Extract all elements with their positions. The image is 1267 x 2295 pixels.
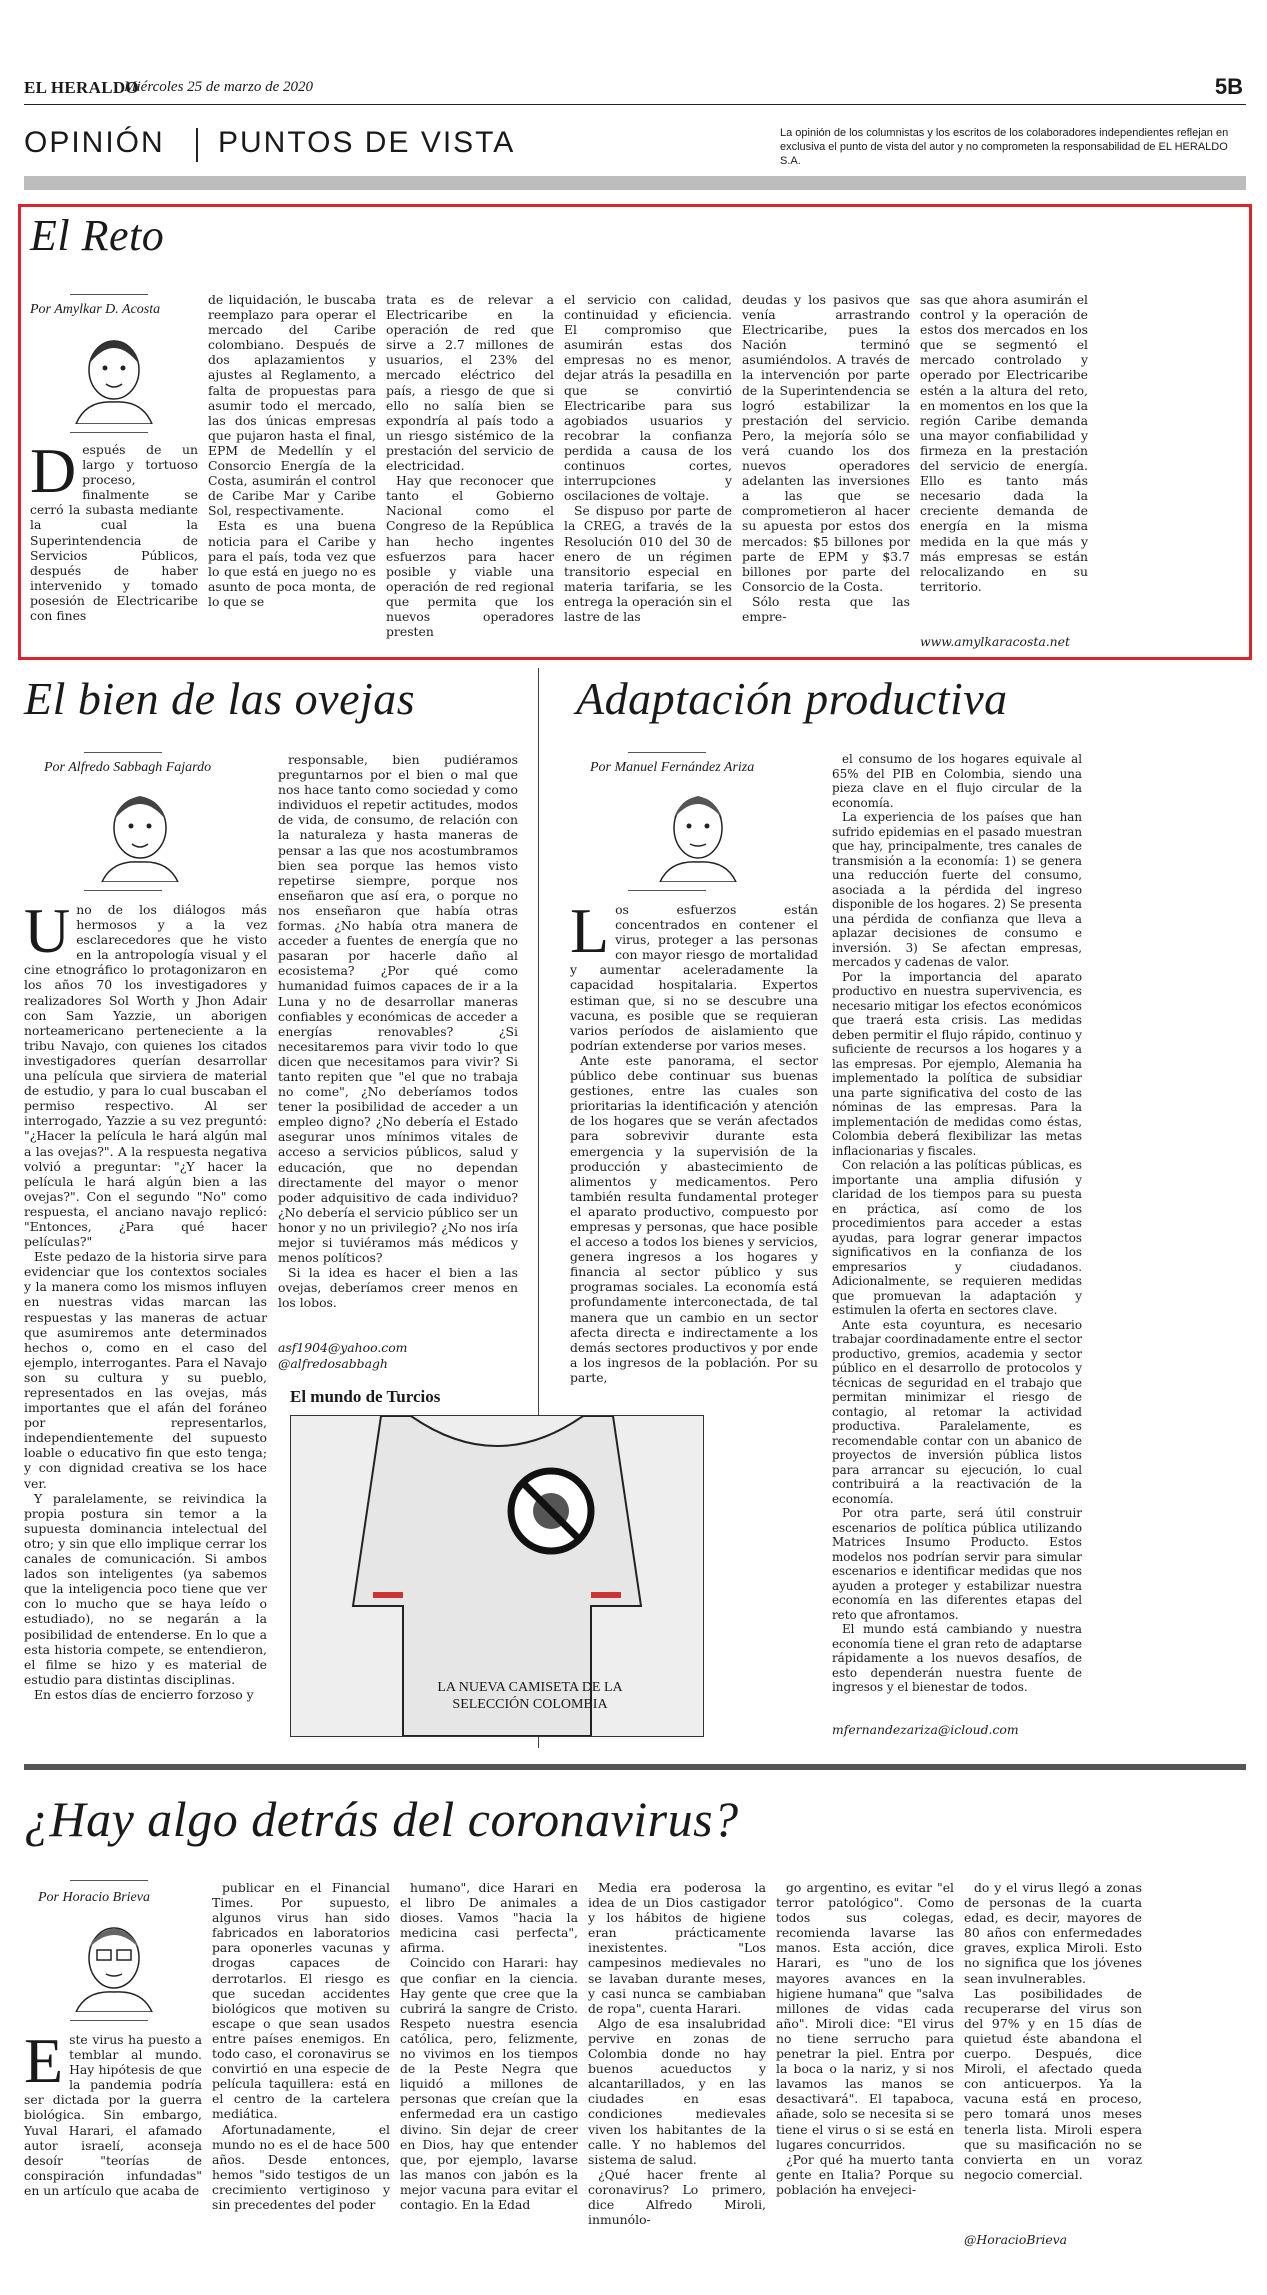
paragraph: ¿Por qué ha muerto tanta gente en Italia? Porque su población ha envejeci- [776,2151,954,2197]
byline-rule [84,890,162,891]
page-number: 5B [1214,74,1243,99]
paragraph: trata es de relevar a Electricaribe en la operación de red que sirve a 2.7 millones de usuarios, el 23% del mercado eléctrico del país, a riesgo de que si ello no salía bien se expondría al país todo a un riesgo sistémico de la prestación del servicio de electricidad. [386,292,554,474]
corona-headline: ¿Hay algo detrás del coronavirus? [24,1791,739,1847]
adaptacion-byline: Por Manuel Fernández Ariza [590,760,755,775]
paragraph: go argentino, es evitar "el terror patológico". Como todos sus colegas, recomienda lavarse las manos. Esta acción, dice Harari, es "uno de los mayores avances en la higiene humana" que "salva millones de vidas cada año". Miroli dice: "El virus no tiene serrucho para penetrar la piel. Entra por la boca o la nariz, y si nos lavamos las manos se desactivará". El tapaboca, añade, solo se necesita si se tiene el virus o si se está en lugares concurridos. [776,1880,954,2152]
corona-col-1: Este virus ha puesto a temblar al mundo. Hay hipótesis de que la pandemia podría ser dictada por la guerra biológica. Sin embargo, Yuval Harari, el afamado autor israelí, aconseja desoír "teorías de conspiración infundadas" en un artículo que acaba de [24,2025,202,2198]
paper-date: Miércoles 25 de marzo de 2020 [124,79,313,95]
ovejas-email: asf1904@yahoo.com [278,1340,408,1355]
paragraph: Uno de los diálogos más hermosos y a la vez esclarecedores que he visto en la antropología visual y el cine etnográfico lo protagonizaron en los años 70 los investigadores y realizadores Sol Worth y Jhon Adair con Sam Yazzie, un aborigen norteamericano perteneciente a la tribu Navajo, con quienes los citados investigadores querían desarrollar una película que sirviera de material de estudio, y para lo cual buscaban el permiso respectivo. Al ser interrogado, Yazzie a su vez preguntó: "¿Hacer la película le hará algún mal a las ovejas?". A la respuesta negativa volvió a preguntar: "¿Y hacer la película le hará algún bien a las ovejas?". Con el segundo "No" como respuesta, el anciano navajo replicó: "Entonces, ¿Para qué hacer películas?" [24,895,267,1250]
paragraph: Hay que reconocer que tanto el Gobierno Nacional como el Congreso de la República han hecho ingentes esfuerzos para hacer posible y viable una operación de red regional que permita que los nuevos operadores presten [386,473,554,640]
ovejas-byline: Por Alfredo Sabbagh Fajardo [44,760,212,775]
el-reto-col-2 [208,292,376,609]
corona-byline: Por Horacio Brieva [38,1890,150,1905]
byline-rule [70,294,148,295]
el-reto-col-5 [742,292,910,624]
byline-rule [70,1880,148,1881]
adaptacion-col-2 [832,752,1082,1695]
paragraph: En estos días de encierro forzoso y [34,1686,254,1702]
grey-band [24,176,1246,190]
paragraph: Las posibilidades de recuperarse del virus son del 97% y en 15 días de quietud éste abandona el cuerpo. Después, dice Miroli, el afectado queda con anticuerpos. Ya la vacuna está en proceso, pero tomará unos meses tenerla lista. Miroli espera que su masificación no se convierta en un voraz negocio comercial. [964,1985,1142,2182]
el-reto-byline: Por Amylkar D. Acosta [30,302,161,317]
adaptacion-headline: Adaptación productiva [576,673,1008,724]
cartoon-caption: LA NUEVA CAMISETA DE LA SELECCIÓN COLOMBIA [437,1680,623,1712]
byline-rule [628,890,706,891]
paragraph: Los esfuerzos están concentrados en contener el virus, proteger a las personas con mayor riesgo de mortalidad y aumentar aceleradamente la capacidad hospitalaria. Expertos estiman que, si no se descubre una vacuna, es posible que se requieran varios períodos de aislamiento que podrían extenderse por varios meses. [570,895,818,1053]
el-reto-col-3 [386,292,554,639]
paragraph: El mundo está cambiando y nuestra economía tiene el gran reto de adaptarse rápidamente a los nuevos desafíos, de esto dependerán nuestra fuente de ingresos y el bienestar de todos. [832,1622,1082,1694]
cartoon-title: El mundo de Turcios [290,1387,441,1406]
paragraph: Con relación a las políticas públicas, es importante una amplia difusión y claridad de los tiempos para su puesta en práctica, así como de los procedimientos para acceder a estas ayudas, para lograr generar impactos significativos en la confianza de los empresarios y ciudadanos. Adicionalmente, se requieren medidas que promuevan la adaptación y estimulen la oferta en sectores clave. [832,1158,1082,1317]
corona-signature: @HoracioBrieva [964,2232,1068,2247]
author-portrait-icon [66,324,162,424]
section-divider [24,1764,1246,1770]
byline-rule [84,752,162,753]
author-portrait-icon [650,782,746,882]
author-portrait-icon [92,782,188,882]
paragraph: La experiencia de los países que han sufrido epidemias en el pasado muestran que hay, principalmente, tres canales de transmisión a la economía: 1) se genera una reducción fuerte del consumo, asociada a la pérdida del ingreso disponible de los hogares. 2) Se presenta una pérdida de confianza que lleva a aplazar decisiones de consumo e inversión. 3) Se afectan empresas, mercados y cadenas de valor. [832,810,1082,969]
corona-col-5 [776,1880,954,2197]
corona-col-3 [400,1880,578,2212]
dropcap: D [30,435,77,506]
paragraph: deudas y los pasivos que venía arrastrando Electricaribe, pues la Nación terminó asumiéndolos. A través de la intervención por parte de la Superintendencia se logró estabilizar la prestación del servicio. Pero, la mejoría sólo se verá cuando los dos nuevos operadores adelanten las inversiones a las que se comprometieron al hacer su apuesta por estos dos mercados: $5 billones por parte de EPM y $3.7 billones por parte del Consorcio de la Costa. [742,292,910,594]
section-title: OPINIÓN [24,126,165,159]
corona-col-6 [964,1880,1142,2182]
disclaimer: La opinión de los columnistas y los escritos de los colaboradores independientes reflejan en exclusiva el punto de vista del autor y no comprometen la responsabilidad de EL HERALDO S.A. [780,127,1229,167]
paragraph: publicar en el Financial Times. Por supuesto, algunos virus han sido fabricados en laboratorios para oponerles vacunas y drogas capaces de derrotarlos. El riesgo es que sucedan accidentes biológicos que motiven su escape o que sean usados entre países enemigos. En todo caso, el coronavirus se convirtió en una especie de película taquillera: está en el centro de la cartelera mediática. [212,1880,390,2122]
dropcap: U [24,895,71,966]
el-reto-headline: El Reto [30,211,165,260]
paragraph: Esta es una buena noticia para el Caribe y para el país, toda vez que lo que está en juego no es asunto de poca monta, de lo que se [208,518,376,609]
paper-name: EL HERALDO [24,78,139,97]
byline-rule [628,752,706,753]
corona-col-2 [212,1880,390,2212]
paragraph: Sólo resta que las empre- [742,593,910,624]
paragraph: sas que ahora asumirán el control y la operación de estos dos mercados en los que se segmentó el mercado controlado y operado por Electricaribe estén a la altura del reto, en momentos en los que la región Caribe demanda una mayor confiabilidad y firmeza en la prestación del servicio de energía. Ello es tanto más necesario dada la creciente demanda de energía en la misma medida en la que más y más empresas se están relocalizando en su territorio. [920,292,1088,594]
paragraph: Media era poderosa la idea de un Dios castigador y los hábitos de higiene eran prácticamente inexistentes. "Los campesinos medievales no se lavaban durante meses, y casi nunca se cambiaban de ropa", cuenta Harari. [588,1880,766,2016]
paragraph: Se dispuso por parte de la CREG, a través de la Resolución 010 del 30 de enero de un régimen transitorio especial en materia tarifaria, se les entrega la operación sin el lastre de las [564,503,732,624]
adaptacion-signature: mfernandezariza@icloud.com [832,1722,1019,1737]
dropcap: L [570,895,610,966]
paragraph: Y paralelamente, se reivindica la propia postura sin temor a la supuesta dominancia intelectual del otro; y sin que ello implique cerrar los canales de comunicación. Si ambos lados son inteligentes (ya sabemos que la inteligencia poco tiene que ver con lo mucho que se haya leído o estudiado), no se negarán a la posibilidad de entenderse. En lo que a esta historia compete, se entendieron, el filme se hizo y es material de estudio para distintas disciplinas. [24,1490,267,1687]
paragraph: Coincido con Harari: hay que confiar en la ciencia. Hay gente que cree que la cubrirá la sangre de Cristo. Respeto nuestra esencia católica, pero, felizmente, no vivimos en los tiempos de la Peste Negra que liquidó a millones de personas que creían que la enfermedad era un castigo divino. Sin dejar de creer en Dios, hay que entender que, por ejemplo, lavarse las manos con jabón es la mejor vacuna para evitar el contagio. En la Edad [400,1955,578,2212]
paragraph: el consumo de los hogares equivale al 65% del PIB en Colombia, siendo una pieza clave en el flujo circular de la economía. [832,752,1082,810]
byline-rule [70,2020,148,2021]
el-reto-col-6 [920,292,1088,594]
section-separator [196,128,198,162]
paragraph: de liquidación, le buscaba reemplazo para operar el mercado del Caribe colombiano. Después de dos aplazamientos y ajustes al Reglamento, a falta de propuestas para asumir todo el mercado, las dos únicas empresas que pujaron hasta el final, EPM de Medellín y el Consorcio Energía de la Costa, asumirán el control de Caribe Mar y Caribe Sol, respectivamente. [208,292,376,519]
paragraph: Ante este panorama, el sector público debe continuar sus buenas gestiones, entre las cuales son prioritarias la identificación y atención de los hogares que se verán afectados para sobrevivir durante esta emergencia y la supervisión de la producción y abastecimiento de alimentos y medicamentos. Pero también resulta fundamental proteger el aparato productivo, compuesto por empresas y personas, que hace posible el acceso a todos los bienes y servicios, genera ingresos a los hogares y financia al sector público y sus programas sociales. La economía está profundamente interconectada, de tal manera que un cambio en un sector afecta directa e indirectamente a los demás sectores productivos y por ende a los ingresos de la población. Por su parte, [570,1052,818,1385]
paragraph: ¿Qué hacer frente al coronavirus? Lo primero, dice Alfredo Miroli, inmunólo- [588,2166,766,2228]
paragraph: humano", dice Harari en el libro De animales a dioses. Vamos "hacia la medicina casi perfecta", afirma. [400,1880,578,1956]
section-subtitle: PUNTOS DE VISTA [218,126,516,159]
el-reto-col-4 [564,292,732,624]
byline-rule [70,432,148,433]
ovejas-col-1 [24,895,267,1702]
paragraph: Ante esta coyuntura, es necesario trabajar coordinadamente entre el sector productivo, gremios, academia y sector público en el desarrollo de protocolos y técnicas de seguridad en el trabajo que permitan minimizar el riesgo de contagio, al retomar la actividad productiva. Paralelamente, es recomendable contar con un abanico de proyectos de inversión pública listos para arrancar su ejecución, lo cual contribuirá a la reactivación de la economía. [832,1317,1082,1506]
paragraph: el servicio con calidad, continuidad y eficiencia. El compromiso que asumirán estas dos empresas no es menor, dejar atrás la pesadilla en que se convirtió Electricaribe para sus agobiados usuarios y recobrar la confianza perdida a causa de los continuos cortes, interrupciones y oscilaciones de voltaje. [564,292,732,504]
paragraph: Por la importancia del aparato productivo en nuestra supervivencia, es necesario mitigar los efectos económicos que traerá esta crisis. Las medidas deben permitir el flujo rápido, continuo y suficiente de recursos a los hogares y a las empresas. Por ejemplo, Alemania ha implementado la política de subsidiar una parte significativa del costo de las nóminas de las empresas. Para la implementación de medidas como éstas, Colombia deberá flexibilizar las metas inflacionarias y fiscales. [832,969,1082,1158]
ovejas-handle: @alfredosabbagh [278,1356,388,1371]
paragraph: do y el virus llegó a zonas de personas de la cuarta edad, es decir, mayores de 80 años con enfermedades graves, explica Miroli. Esto no significa que los jóvenes sean invulnerables. [964,1880,1142,1986]
paragraph: Algo de esa insalubridad pervive en zonas de Colombia donde no hay buenos acueductos y alcantarillados, y en las ciudades en esas condiciones medievales viven los habitantes de la calle. Y no hablemos del sistema de salud. [588,2015,766,2167]
el-reto-col-1: Después de un largo y tortuoso proceso, finalmente se cerró la subasta mediante la cual la Superintendencia de Servicios Públicos, después de haber intervenido y tomado posesión de Electricaribe con fines [30,435,198,624]
corona-col-4 [588,1880,766,2227]
adaptacion-col-1 [570,895,818,1385]
paragraph: Por otra parte, será útil construir escenarios de política pública utilizando Matrices Insumo Producto. Estos modelos nos podrían servir para simular escenarios e identificar medidas que nos ayuden a proteger y estabilizar nuestra economía en las diferentes etapas del reto que afrontamos. [832,1506,1082,1622]
paragraph: Si la idea es hacer el bien a las ovejas, deberíamos creer menos en los lobos. [278,1265,518,1311]
dropcap: E [24,2025,64,2096]
ovejas-col-2 [278,752,518,1310]
paragraph: Afortunadamente, el mundo no es el de hace 500 años. Desde entonces, hemos "sido testigos de un crecimiento vertiginoso y sin precedentes del poder [212,2121,390,2212]
paragraph: Este pedazo de la historia sirve para evidenciar que los contextos sociales y la manera como los mismos influyen en nuestras vidas marcan las respuestas y las maneras de actuar que asumiremos ante determinados hechos o, como en el caso del ejemplo, interrogantes. Para el Navajo son su cultura y su pueblo, representados en las ovejas, más importantes que el afán del foráneo por representarlos, independientemente del supuesto loable o educativo fin que esto tenga; y con dignidad creativa se los hace ver. [24,1249,267,1491]
paragraph: responsable, bien pudiéramos preguntarnos por el bien o mal que nos hace tanto como sociedad y como individuos el repetir actitudes, modos de vida, de consumo, de relación con la naturaleza y hasta maneras de pensar a las que nos acostumbramos bien sea porque las hemos visto repetirse siempre, porque nos enseñaron que así era, o porque no nos enseñaron que había otras formas. ¿No había otra manera de acceder a fuentes de energía que no pasaran por hacerle daño al ecosistema? ¿Por qué como humanidad fuimos capaces de ir a la Luna y no de desarrollar maneras confiables y económicas de acceder a energías renovables? ¿Si necesitaremos para vivir todo lo que dicen que necesitamos para vivir? Si tanto repiten que "el que no trabaja no come", ¿No deberíamos todos tener la posibilidad de acceder a un empleo digno? ¿No debería el Estado asegurar unos mínimos vitales de acceso a servicios públicos, salud y educación, que no dependan directamente del mayor o menor poder adquisitivo de cada individuo? ¿No debería el servicio público ser un honor y no un privilegio? ¿No nos iría mejor si tuviéramos más médicos y menos políticos? [278,752,518,1266]
author-portrait-icon [66,1912,162,2012]
ovejas-headline: El bien de las ovejas [24,673,416,724]
el-reto-signature: www.amylkaracosta.net [920,634,1070,649]
